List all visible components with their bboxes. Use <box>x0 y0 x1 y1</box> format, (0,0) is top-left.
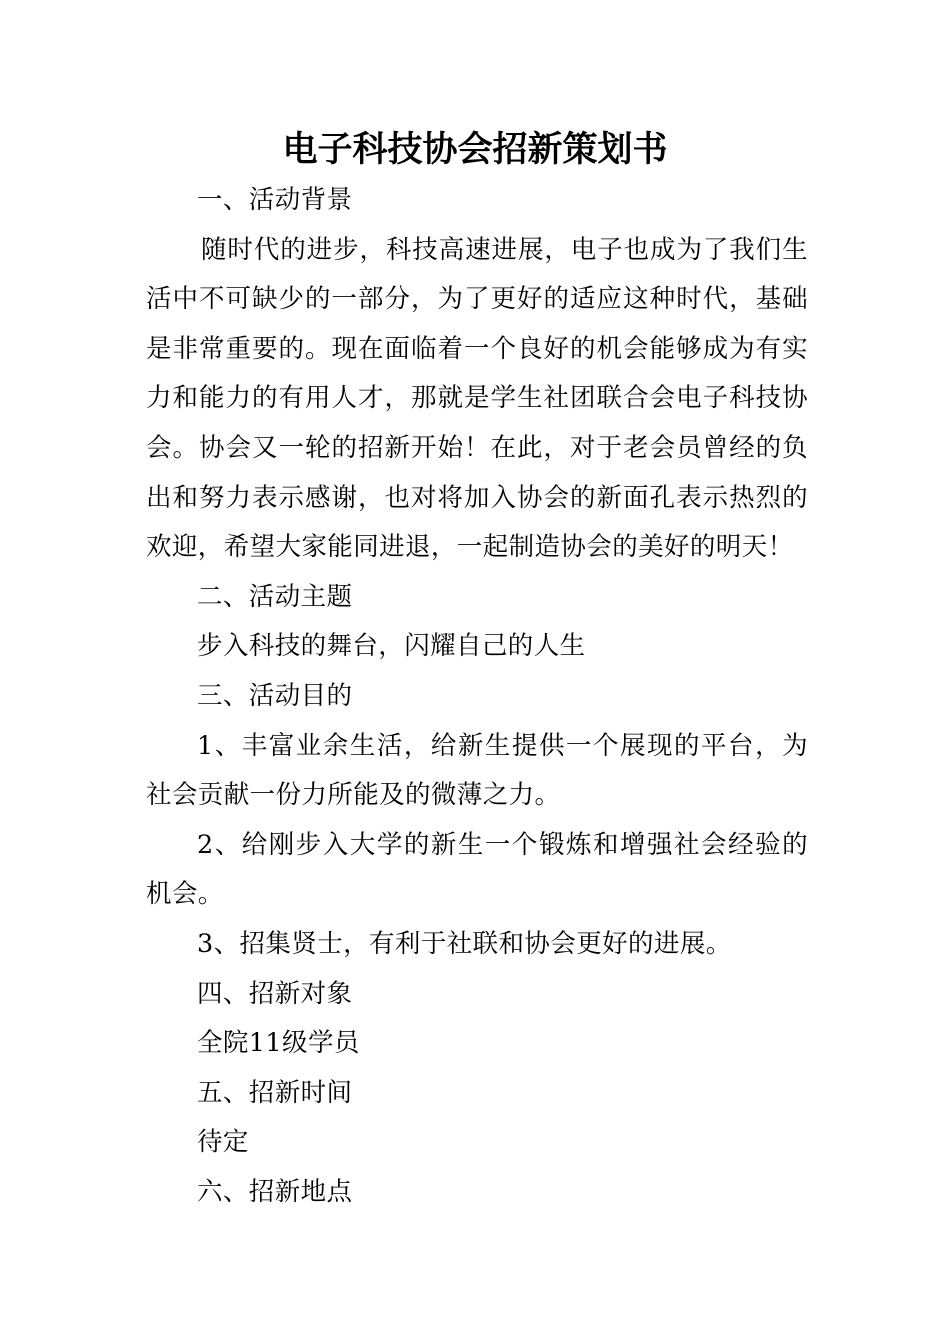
time-text: 待定 <box>197 1127 249 1158</box>
document-body <box>146 176 808 1217</box>
document-title: 电子科技协会招新策划书 <box>282 130 668 170</box>
section-heading-time: 五、招新时间 <box>197 1077 353 1108</box>
section-heading-target: 四、招新对象 <box>197 978 353 1009</box>
section-heading-location: 六、招新地点 <box>197 1176 353 1207</box>
background-paragraph: 随时代的进步，科技高速进展，电子也成为了我们生活中不可缺少的一部分，为了更好的适应这种时代，基础是非常重要的。现在面临着一个良好的机会能够成为有实力和能力的有用人才，那就是学生社团联合会电子科技协会。协会又一轮的招新开始！在此，对于老会员曾经的负出和努力表示感谢，也对将加入协会的新面孔表示热烈的欢迎，希望大家能同进退，一起制造协会的美好的明天！ <box>146 234 808 563</box>
purpose-item-1: 1、丰富业余生活，给新生提供一个展现的平台，为社会贡献一份力所能及的微薄之力。 <box>146 730 808 811</box>
target-text: 全院11级学员 <box>197 1028 360 1059</box>
section-heading-purpose: 三、活动目的 <box>197 680 353 711</box>
purpose-item-2: 2、给刚步入大学的新生一个锻炼和增强社会经验的机会。 <box>146 829 808 910</box>
purpose-item-3: 3、招集贤士，有利于社联和协会更好的进展。 <box>197 928 732 959</box>
section-heading-theme: 二、活动主题 <box>197 581 353 612</box>
theme-text: 步入科技的舞台，闪耀自己的人生 <box>197 631 586 662</box>
section-heading-background: 一、活动背景 <box>197 185 353 215</box>
